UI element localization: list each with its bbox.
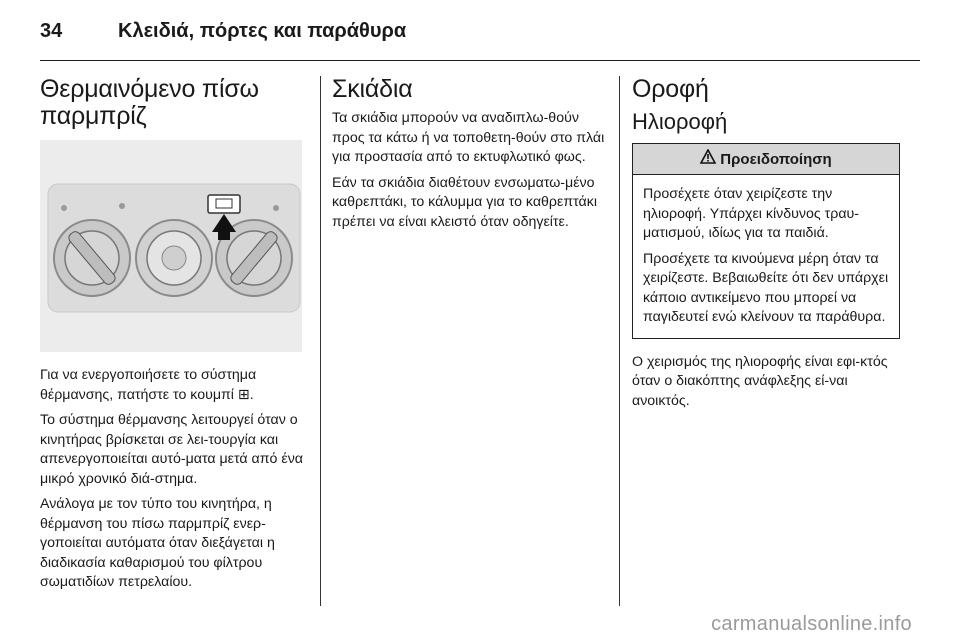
heater-control-panel-illustration bbox=[40, 140, 302, 352]
section-heading-roof: Οροφή bbox=[632, 75, 709, 103]
chapter-title: Κλειδιά, πόρτες και παράθυρα bbox=[118, 19, 407, 42]
left-column bbox=[40, 76, 308, 599]
warning-header bbox=[633, 144, 899, 175]
warning-title: Προειδοποίηση bbox=[720, 150, 832, 168]
middle-column bbox=[332, 76, 607, 238]
fan-dial-icon bbox=[54, 220, 130, 296]
header-rule bbox=[40, 60, 920, 61]
warning-triangle-icon bbox=[700, 149, 716, 169]
watermark: carmanualsonline.info bbox=[711, 613, 912, 635]
temperature-dial-icon bbox=[136, 220, 212, 296]
paragraph: Τα σκιάδια μπορούν να αναδιπλω-θούν προς τα κάτω ή να τοποθετη-θούν στο πλάι για προστασία από το εκτυφλωτικό φως. bbox=[332, 110, 605, 165]
right-column bbox=[632, 76, 900, 417]
paragraph: Ανάλογα με τον τύπο του κινητήρα, η θέρμανση του πίσω παρμπρίζ ενερ-γοποιείται αυτόματα όταν διεξάγεται η διαδικασία καθαρισμού του φίλτρου σωματιδίων πετρελαίου. bbox=[40, 496, 275, 590]
paragraph: Για να ενεργοποιήσετε το σύστημα θέρμανσης, πατήστε το κουμπί ⊞. bbox=[40, 367, 257, 403]
paragraph: Προσέχετε τα κινούμενα μέρη όταν τα χειρίζεστε. Βεβαιωθείτε ότι δεν υπάρχει κάποιο αντικείμενο που μπορεί να παγιδευτεί ενώ κλείνουν τα παράθυρα. bbox=[643, 250, 889, 325]
warning-box bbox=[632, 143, 900, 339]
section-heading-sun-visors: Σκιάδια bbox=[332, 75, 413, 103]
page-header bbox=[40, 16, 406, 46]
warning-body bbox=[633, 175, 899, 338]
paragraph: Εάν τα σκιάδια διαθέτουν ενσωματω-μένο καθρεπτάκι, το κάλυμμα για το καθρεπτάκι πρέπει να είναι κλειστό όταν οδηγείτε. bbox=[332, 174, 597, 230]
page-number: 34 bbox=[40, 19, 63, 42]
section-heading-heated-rear-window: Θερμαινόμενο πίσω παρμπρίζ bbox=[40, 75, 259, 130]
paragraph: Ο χειρισμός της ηλιοροφής είναι εφι-κτός όταν ο διακόπτης ανάφλεξης εί-ναι ανοικτός. bbox=[632, 353, 888, 409]
column-divider-1 bbox=[320, 76, 321, 606]
paragraph: Προσέχετε όταν χειρίζεστε την ηλιοροφή. Υπάρχει κίνδυνος τραυ-ματισμού, ιδίως για τα παιδιά. bbox=[643, 186, 860, 241]
subsection-heading-sunroof: Ηλιοροφή bbox=[632, 109, 728, 134]
column-divider-2 bbox=[619, 76, 620, 606]
paragraph: Το σύστημα θέρμανσης λειτουργεί όταν ο κινητήρας βρίσκεται σε λει-τουργία και απενεργοποιείται αυτό-ματα μετά από ένα μικρό χρονικό διά-στημα. bbox=[40, 412, 303, 487]
